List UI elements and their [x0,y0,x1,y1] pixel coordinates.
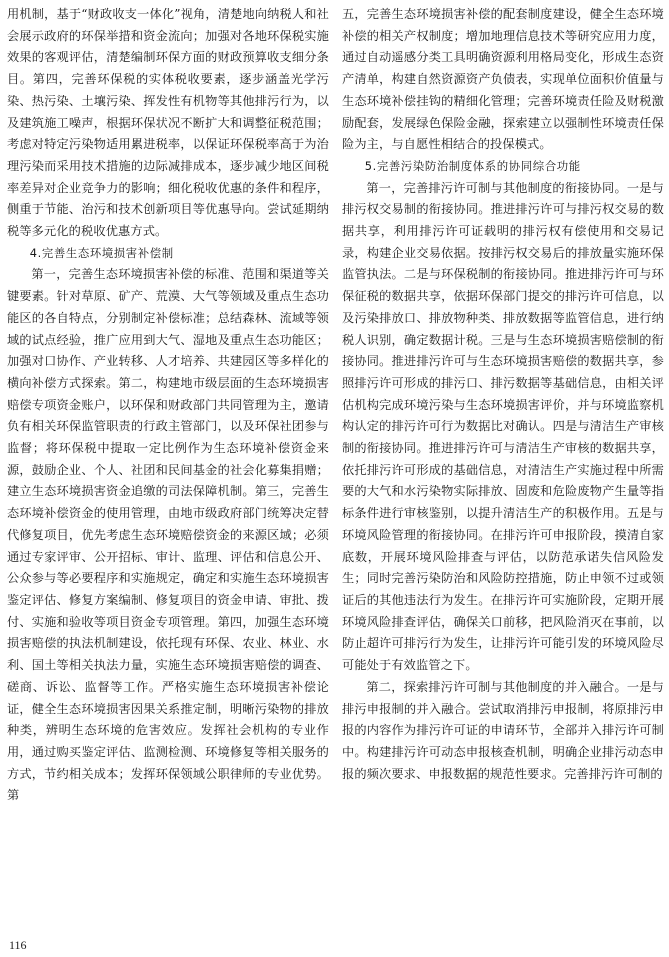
section-heading: 4.完善生态环境损害补偿制 [29,245,174,260]
section-heading: 5.完善污染防治制度体系的协同综合功能 [364,158,581,173]
paragraph: 第一，完善生态环境损害补偿的标准、范围和渠道等关键要素。针对草原、矿产、荒漠、大气等领域及重点生态功能区的各自特点，分别制定补偿标准；总结森林、流域等领域的试点经验，推广应用到大气、湿地及重点生态功能区；加强对口协作、产业转移、人才培养、共建园区等多样化的横向补偿方式探索。第二，构建地市级层面的生态环境损害赔偿专项资金账户，以环保和财政部门共同管理为主，邀请负有相关环保监管职责的行政主管部门，以及环保社团参与监督；将环保税中提取一定比例作为生态环境补偿资金来源，鼓励企业、个人、社团和民间基金的社会化募集捐赠；建立生态环境损害资金追缴的司法保障机制。第三，完善生态环境补偿资金的使用管理，由地市级政府部门统筹决定替代修复项目，优先考虑生态环境赔偿资金的来源区域；必须通过专家评审、公开招标、审计、监理、评估和信息公开、公众参与等必要程序和实施规定，确定和实施生态环境损害鉴定评估、修复方案编制、修复项目的资金申请、审批、拨付、实施和验收等项目资金专项管理。第四，加强生态环境损害赔偿的执法机制建设，依托现有环保、农业、林业、水利、国土等相关执法力量，实施生态环境损害赔偿的调查、磋商、诉讼、监督等工作。严格实施生态环境损害补偿论证，健全生态环境损害因果关系推定制，明晰污染物的排放种类，辨明生态环境的危害效应。发挥社会机构的专业作用，通过购买鉴定评估、监测检测、环境修复等相关服务的方式，节约相关成本；发挥环保领域公职律师的专业优势。第 [7,267,329,803]
paragraph: 第一，完善排污许可制与其他制度的衔接协同。一是与排污权交易制的衔接协同。推进排污许可与排污权交易的数据共享，利用排污许可证载明的排污权有偿使用和交易记录，构建企业交易依据。按排污权交易后的排放量实施环保监管执法。二是与环保税制的衔接协同。推进排污许可与环保征税的数据共享，依据环保部门提交的排污许可信息，以及污染排放口、排放物种类、排放数据等监管信息，进行纳税人识别，确定数据计税。三是与生态环境损害赔偿制的衔接协同。推进排污许可与生态环境损害赔偿的数据共享，参照排污许可形成的排污口、排污数据等基础信息，由相关评估机构完成环境污染与生态环境损害评价，并与环境监察机构认定的排污许可行为数据比对确认。四是与清洁生产审核制的衔接协同。推进排污许可与清洁生产审核的数据共享，依托排污许可形成的基础信息，对清洁生产实施过程中所需要的大气和水污染物实际排放、固废和危险废物产生量等指标条件进行审核鉴别，以提升清洁生产的积极作用。五是与环境风险管理的衔接协同。在排污许可申报阶段，摸清自家底数，开展环境风险排查与评估，以防范承诺失信风险发生；同时完善污染防治和风险防控措施，防止申领不过或领证后的其他违法行为发生。在排污许可实施阶段，定期开展环境风险排查评估，确保关口前移，把风险消灭在事前，以防止超许可排污行为发生，让排污许可能引发的环境风险尽可能处于有效监管之下。 [342,180,664,673]
left-column [7,4,329,807]
paragraph: 用机制，基于“财政收支一体化”视角，清楚地向纳税人和社会展示政府的环保举措和资金流向；加强对各地环保税实施效果的客观评估，清楚编制环保方面的财政预算收支细分条目。第四，完善环保税的实体税收要素，逐步涵盖光学污染、热污染、土壤污染、挥发性有机物等其他排污行为，以及建筑施工噪声，根据环保状况不断扩大和调整征税范围；考虑对特定污染物适用累进税率，以保证环保税率高于为治理污染而采用技术措施的边际减排成本，逐步减少地区间税率差异对企业竞争力的影响；细化税收优惠的条件和程序，侧重于节能、治污和技术创新项目等优惠导向。尝试延期纳税等多元化的税收优惠方式。 [7,7,329,239]
paragraph: 五，完善生态环境损害补偿的配套制度建设，健全生态环境补偿的相关产权制度；增加地理信息技术等研究应用力度，通过自动遥感分类工具明确资源利用格局变化，形成生态资产清单，构建自然资源资产负债表，实现单位面积价值量与生态环境补偿挂钩的精细化管理；完善环境责任险及财税激励配套，发展绿色保险金融，探索建立以强制性环境责任保险为主，与自愿性相结合的投保模式。 [342,7,664,152]
page-number: 116 [9,938,27,952]
paragraph: 第二，探索排污许可制与其他制度的并入融合。一是与排污申报制的并入融合。尝试取消排污申报制，将原排污申报的内容作为排污许可证的申请环节，全部并入排污许可制中。构建排污许可动态申报核查机制，明确企业排污动态申报的频次要求、申报数据的规范性要求。完善排污许可制的 [342,679,664,781]
right-column [342,4,664,785]
